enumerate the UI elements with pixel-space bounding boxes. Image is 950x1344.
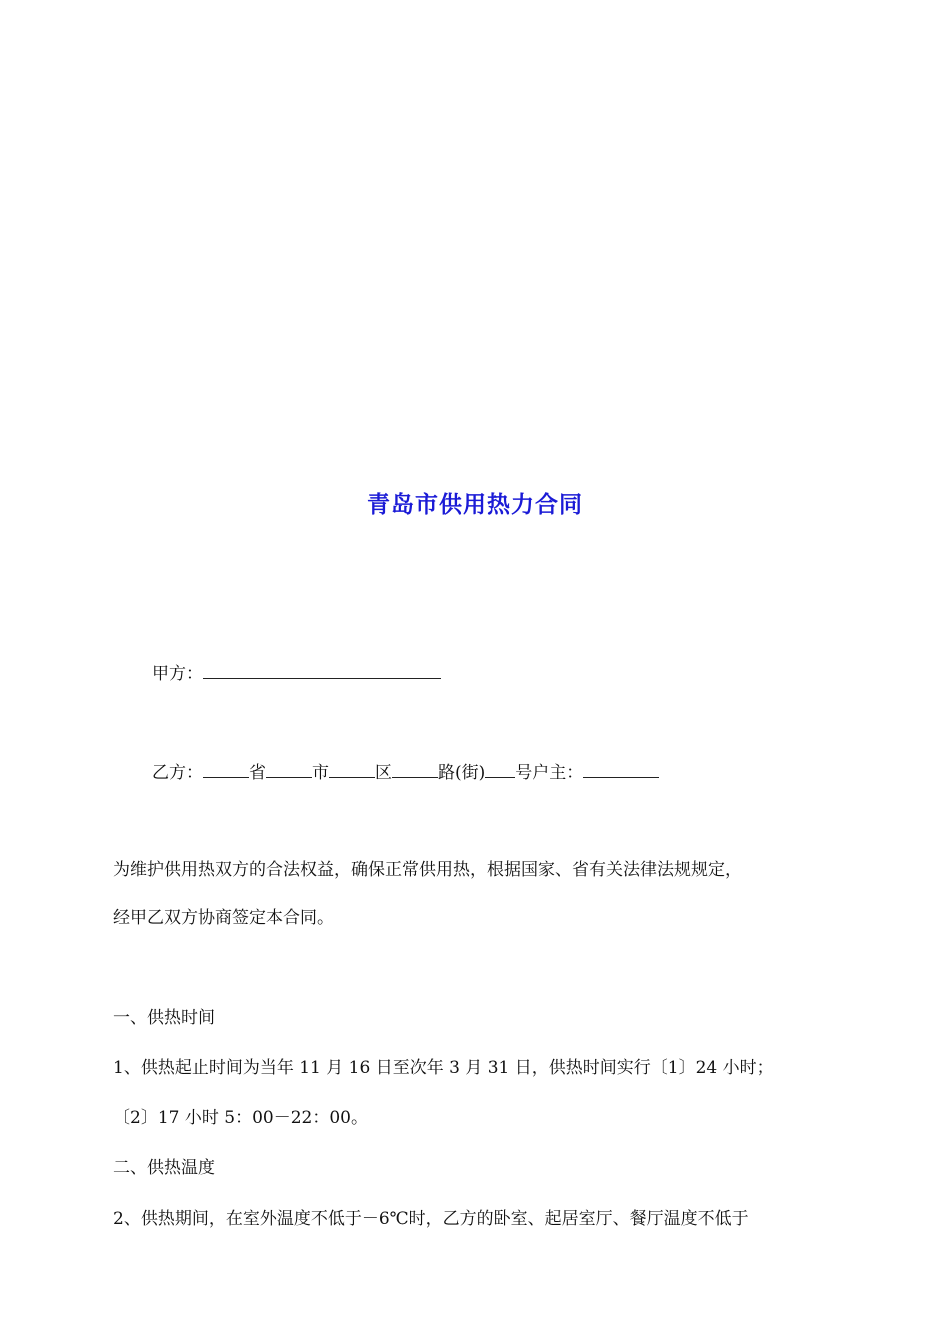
item-2-line-1: 2、供热期间，在室外温度不低于－6℃时，乙方的卧室、起居室厅、餐厅温度不低于	[113, 1209, 749, 1229]
province-label: 省	[249, 763, 266, 783]
intro-paragraph-line-2: 经甲乙双方协商签定本合同。	[113, 908, 334, 928]
item-1-line-2: 〔2〕17 小时 5：00－22：00。	[113, 1108, 368, 1128]
district-label: 区	[375, 763, 392, 783]
document-title: 青岛市供用热力合同	[367, 492, 583, 518]
party-a-blank	[203, 660, 441, 679]
road-label: 路(街)	[438, 763, 486, 783]
number-blank	[485, 759, 515, 778]
district-blank	[329, 759, 375, 778]
party-a-label: 甲方：	[152, 664, 203, 684]
city-blank	[266, 759, 312, 778]
province-blank	[203, 759, 249, 778]
party-a-line	[152, 660, 441, 686]
owner-blank	[583, 759, 659, 778]
intro-paragraph-line-1: 为维护供用热双方的合法权益，确保正常供用热，根据国家、省有关法律法规规定，	[113, 860, 742, 880]
road-blank	[392, 759, 438, 778]
city-label: 市	[312, 763, 329, 783]
item-1-line-1: 1、供热起止时间为当年 11 月 16 日至次年 3 月 31 日，供热时间实行〔1〕24 小时；	[113, 1058, 774, 1078]
party-b-line	[152, 759, 659, 785]
number-owner-label: 号户主：	[515, 763, 584, 783]
section-1-heading: 一、供热时间	[113, 1008, 215, 1028]
section-2-heading: 二、供热温度	[113, 1158, 215, 1178]
party-b-label: 乙方：	[152, 763, 203, 783]
